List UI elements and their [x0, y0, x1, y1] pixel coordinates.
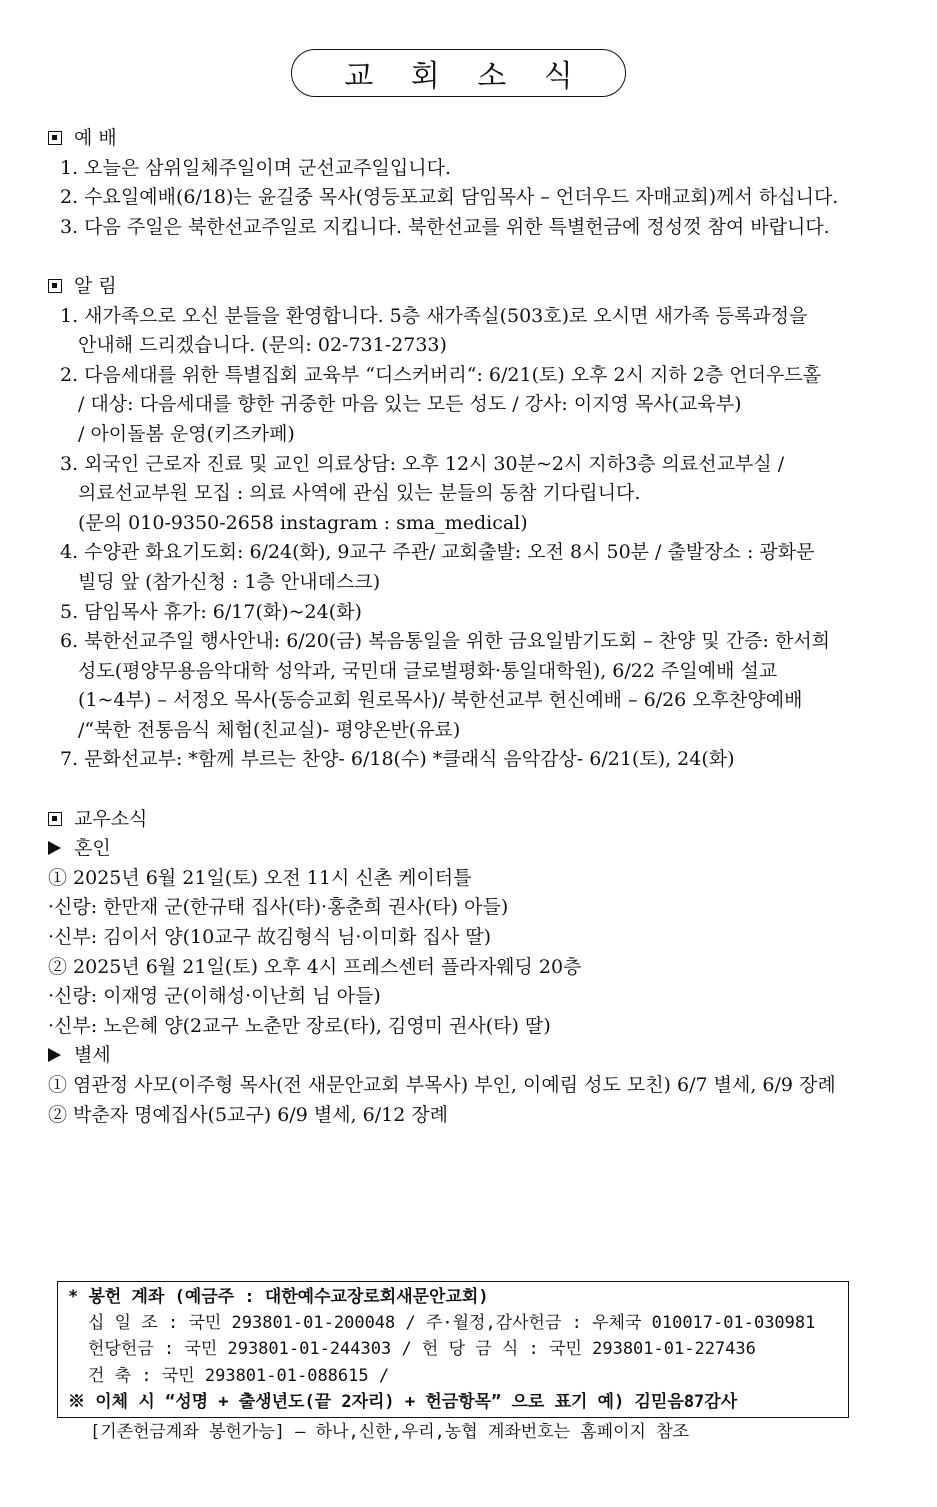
- square-bullet-icon: [48, 279, 62, 293]
- offering-accounts-box: [57, 1281, 849, 1418]
- notice-item-2-cont: / 아이돌봄 운영(키즈카페): [78, 422, 295, 445]
- worship-item: 3. 다음 주일은 북한선교주일로 지킵니다. 북한선교를 위한 특별헌금에 정성껏 참여 바랍니다.: [60, 215, 830, 238]
- account-line: 헌당헌금 : 국민 293801-01-244303 / 헌 당 금 식 : 국민 293801-01-227436: [88, 1339, 756, 1360]
- notice-item-4-cont: 빌딩 앞 (참가신청 : 1층 안내데스크): [78, 570, 381, 593]
- worship-item: 2. 수요일예배(6/18)는 윤길중 목사(영등포교회 담임목사 – 언더우드 자매교회)께서 하십니다.: [60, 186, 839, 209]
- notice-item-4: 4. 수양관 화요기도회: 6/24(화), 9교구 주관/ 교회출발: 오전 8시 50분 / 출발장소 : 광화문: [60, 541, 815, 564]
- page-title: 교 회 소 식: [344, 59, 587, 94]
- notice-item-1-cont: 안내해 드리겠습니다. (문의: 02-731-2733): [78, 334, 447, 357]
- subheading-wedding: 혼인: [48, 834, 898, 864]
- notice-item-6: 6. 북한선교주일 행사안내: 6/20(금) 복음통일을 위한 금요일밤기도회 – 찬양 및 간증: 한서희: [60, 630, 831, 653]
- notice-item-3-cont: 의료선교부원 모집 : 의료 사역에 관심 있는 분들의 동참 기다립니다.: [78, 482, 641, 505]
- accounts-header: * 봉헌 계좌 (예금주 : 대한예수교장로회새문안교회): [68, 1287, 489, 1307]
- notice-item-6-cont: /“북한 전통음식 체험(친교실)- 평양온반(유료): [78, 718, 461, 741]
- funeral-line: ② 박춘자 명예집사(5교구) 6/9 별세, 6/12 장례: [48, 1103, 449, 1126]
- title-box: [291, 49, 626, 97]
- news-content: [48, 124, 898, 1130]
- notice-item-3-cont: (문의 010-9350-2658 instagram : sma_medical): [78, 511, 528, 534]
- triangle-bullet-icon: [48, 841, 61, 855]
- square-bullet-icon: [48, 812, 62, 826]
- notice-item-2-cont: / 대상: 다음세대를 향한 귀중한 마음 있는 모든 성도 / 강사: 이지영 목사(교육부): [78, 393, 742, 416]
- wedding-line: ·신랑: 한만재 군(한규태 집사(타)·홍춘희 권사(타) 아들): [48, 896, 509, 919]
- notice-item-6-cont: (1~4부) – 서정오 목사(동승교회 원로목사)/ 북한선교부 헌신예배 – 6/26 오후찬양예배: [78, 689, 803, 712]
- section-heading-worship: 예 배: [48, 124, 898, 154]
- notice-item-1: 1. 새가족으로 오신 분들을 환영합니다. 5층 새가족실(503호)로 오시면 새가족 등록과정을: [60, 304, 808, 327]
- wedding-line: ·신랑: 이재영 군(이해성·이난희 님 아들): [48, 985, 381, 1008]
- worship-item: 1. 오늘은 삼위일체주일이며 군선교주일입니다.: [60, 156, 452, 179]
- section-heading-notices: 알 림: [48, 272, 898, 302]
- square-bullet-icon: [48, 131, 62, 145]
- wedding-line: ② 2025년 6월 21일(토) 오후 4시 프레스센터 플라자웨딩 20층: [48, 955, 582, 978]
- notice-item-5: 5. 담임목사 휴가: 6/17(화)~24(화): [60, 600, 362, 623]
- wedding-line: ① 2025년 6월 21일(토) 오전 11시 신촌 케이터틀: [48, 866, 472, 889]
- notice-item-6-cont: 성도(평양무용음악대학 성악과, 국민대 글로벌평화·통일대학원), 6/22 주일예배 설교: [78, 659, 778, 682]
- transfer-note: ※ 이체 시 “성명 + 출생년도(끝 2자리) + 헌금항목” 으로 표기 예) 김믿음87감사: [68, 1391, 738, 1412]
- wedding-line: ·신부: 노은혜 양(2교구 노춘만 장로(타), 김영미 권사(타) 딸): [48, 1014, 551, 1037]
- account-line: 십 일 조 : 국민 293801-01-200048 / 주·월정,감사헌금 : 우체국 010017-01-030981: [88, 1313, 816, 1334]
- account-line: 건 축 : 국민 293801-01-088615 /: [88, 1365, 390, 1386]
- section-heading-members: 교우소식: [48, 805, 898, 835]
- footer-note: [기존헌금계좌 봉헌가능] – 하나,신한,우리,농협 계좌번호는 홈페이지 참조: [90, 1422, 690, 1442]
- wedding-line: ·신부: 김이서 양(10교구 故김형식 님·이미화 집사 딸): [48, 926, 492, 949]
- notice-item-2: 2. 다음세대를 위한 특별집회 교육부 “디스커버리“: 6/21(토) 오후 2시 지하 2층 언더우드홀: [60, 363, 822, 386]
- notice-item-7: 7. 문화선교부: *함께 부르는 찬양- 6/18(수) *클래식 음악감상- 6/21(토), 24(화): [60, 748, 735, 771]
- subheading-funeral: 별세: [48, 1041, 898, 1071]
- notice-item-3: 3. 외국인 근로자 진료 및 교인 의료상담: 오후 12시 30분~2시 지하3층 의료선교부실 /: [60, 452, 785, 475]
- triangle-bullet-icon: [48, 1048, 61, 1062]
- funeral-line: ① 염관정 사모(이주형 목사(전 새문안교회 부목사) 부인, 이예림 성도 모친) 6/7 별세, 6/9 장례: [48, 1074, 836, 1096]
